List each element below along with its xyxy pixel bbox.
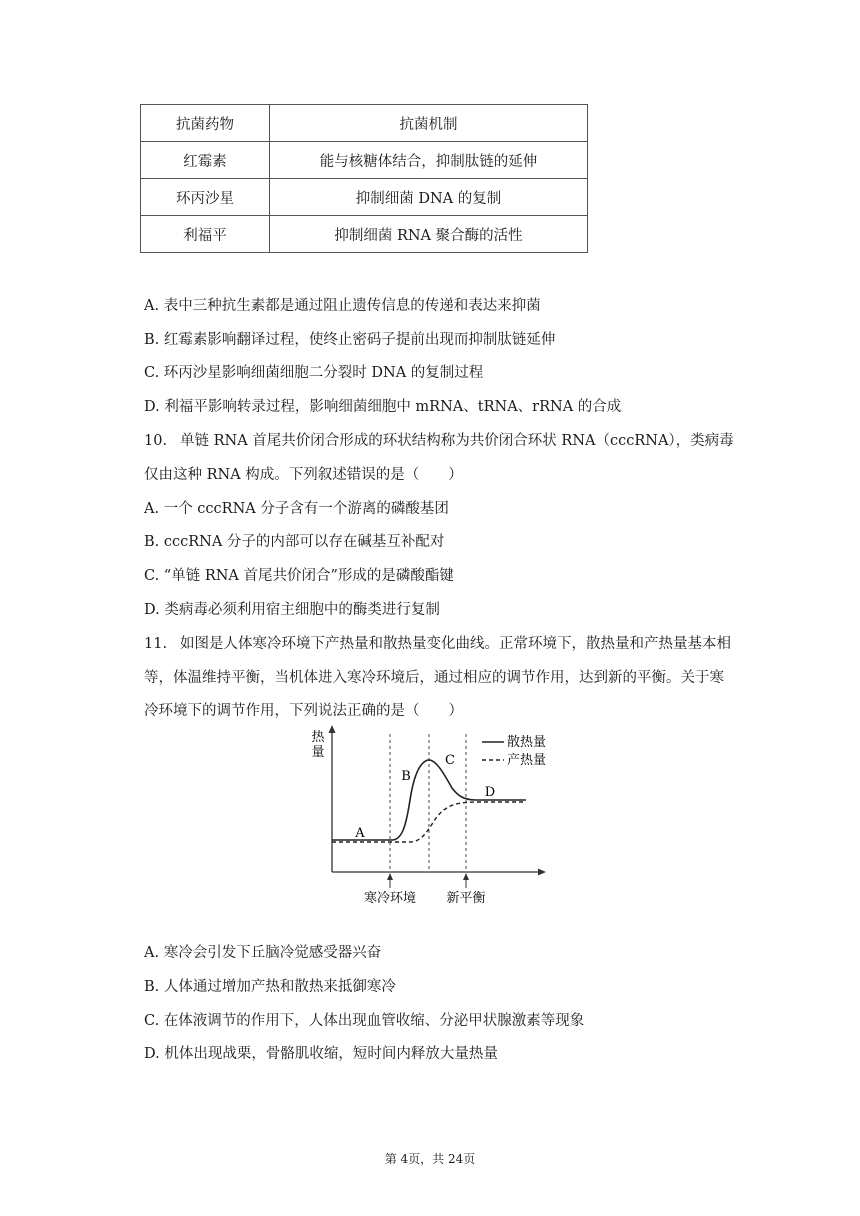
q11-option-c: C. 在体液调节的作用下，人体出现血管收缩、分泌甲状腺激素等现象 bbox=[144, 1013, 585, 1029]
q9-option-d: D. 利福平影响转录过程，影响细菌细胞中 mRNA、tRNA、rRNA 的合成 bbox=[144, 399, 622, 415]
table-cell: 利福平 bbox=[141, 216, 270, 253]
x-axis-arrow bbox=[538, 869, 546, 876]
q11-option-d: D. 机体出现战栗，骨骼肌收缩，短时间内释放大量热量 bbox=[144, 1046, 498, 1062]
q9-option-c: C. 环丙沙星影响细菌细胞二分裂时 DNA 的复制过程 bbox=[144, 365, 484, 381]
page-footer: 第 4页，共 24页 bbox=[384, 1152, 476, 1166]
marker-arrow-head bbox=[387, 873, 393, 880]
stage-label-a: A bbox=[355, 826, 365, 841]
stage-label-b: B bbox=[401, 769, 411, 784]
q10-option-b: B. cccRNA 分子的内部可以存在碱基互补配对 bbox=[144, 534, 445, 550]
q11-stem-line2: 等，体温维持平衡，当机体进入寒冷环境后，通过相应的调节作用，达到新的平衡。关于寒 bbox=[144, 670, 724, 686]
stage-label-d: D bbox=[484, 785, 496, 800]
heat-balance-chart bbox=[300, 722, 560, 908]
table-cell: 环丙沙星 bbox=[141, 179, 270, 216]
q10-option-c: C. “单链 RNA 首尾共价闭合”形成的是磷酸酯键 bbox=[144, 568, 454, 584]
q10-option-d: D. 类病毒必须利用宿主细胞中的酶类进行复制 bbox=[144, 602, 440, 618]
x-marker-cold: 寒冷环境 bbox=[363, 891, 417, 906]
q11-option-b: B. 人体通过增加产热和散热来抵御寒冷 bbox=[144, 979, 396, 995]
q9-option-a: A. 表中三种抗生素都是通过阻止遗传信息的传递和表达来抑菌 bbox=[144, 298, 541, 314]
q10-option-a: A. 一个 cccRNA 分子含有一个游离的磷酸基团 bbox=[144, 501, 449, 517]
stage-label-c: C bbox=[445, 753, 455, 768]
q9-option-b: B. 红霉素影响翻译过程，使终止密码子提前出现而抑制肽链延伸 bbox=[144, 332, 556, 348]
q11-option-a: A. 寒冷会引发下丘脑冷觉感受器兴奋 bbox=[144, 945, 382, 961]
q11-stem-line1: 如图是人体寒冷环境下产热量和散热量变化曲线。正常环境下，散热量和产热量基本相 bbox=[180, 636, 731, 652]
y-axis-label-char: 热 bbox=[311, 730, 325, 745]
table-cell: 抑制细菌 RNA 聚合酶的活性 bbox=[270, 216, 588, 253]
antibiotic-table bbox=[140, 104, 588, 253]
table-cell: 抑制细菌 DNA 的复制 bbox=[270, 179, 588, 216]
q10-stem-line2: 仅由这种 RNA 构成。下列叙述错误的是（ ） bbox=[144, 467, 463, 483]
table-cell: 能与核糖体结合，抑制肽链的延伸 bbox=[270, 142, 588, 179]
question-number: 11. bbox=[144, 636, 168, 652]
y-axis-arrow bbox=[329, 725, 336, 733]
q10-stem-line1: 单链 RNA 首尾共价闭合形成的环状结构称为共价闭合环状 RNA（cccRNA），类病毒 bbox=[180, 433, 734, 449]
marker-arrow-head bbox=[463, 873, 469, 880]
table-row bbox=[141, 142, 588, 179]
q10-stem bbox=[144, 431, 734, 451]
legend-label-heat-loss: 散热量 bbox=[507, 735, 547, 750]
table-header-row bbox=[141, 105, 588, 142]
table-header-cell: 抗菌机制 bbox=[270, 105, 588, 142]
x-marker-new-balance: 新平衡 bbox=[446, 891, 486, 906]
legend-label-heat-production: 产热量 bbox=[507, 753, 547, 768]
table-cell: 红霉素 bbox=[141, 142, 270, 179]
question-number: 10. bbox=[144, 433, 168, 449]
table-row bbox=[141, 179, 588, 216]
y-axis-label-char: 量 bbox=[311, 745, 325, 760]
table-header-cell: 抗菌药物 bbox=[141, 105, 270, 142]
q11-stem-line3: 冷环境下的调节作用，下列说法正确的是（ ） bbox=[144, 703, 463, 719]
table-row bbox=[141, 216, 588, 253]
q11-stem bbox=[144, 634, 731, 654]
